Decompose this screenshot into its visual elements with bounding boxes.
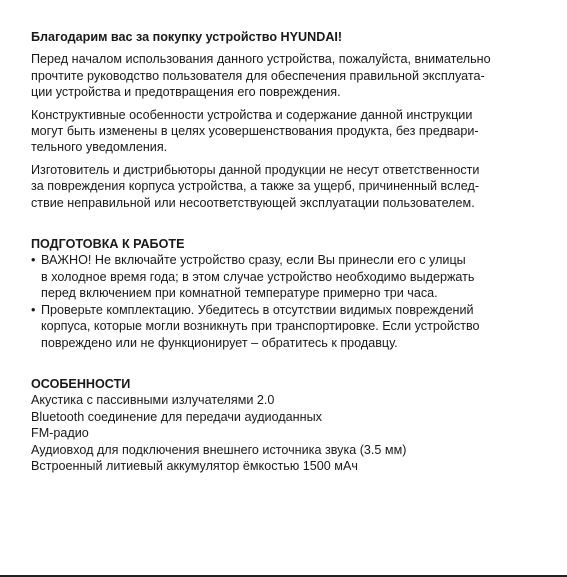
- feature-item: Встроенный литиевый аккумулятор ёмкостью 1500 мАч: [31, 458, 358, 473]
- feature-item: FM-радио: [31, 426, 89, 441]
- paragraph-line: Перед началом использования данного устройства, пожалуйста, внимательно: [31, 52, 491, 67]
- bullet-line: корпуса, которые могли возникнуть при транспортировке. Если устройство: [41, 319, 480, 334]
- paragraph-line: тельного уведомления.: [31, 140, 168, 155]
- preparation-heading: ПОДГОТОВКА К РАБОТЕ: [31, 237, 185, 252]
- paragraph-line: могут быть изменены в целях усовершенствования продукта, без предвари-: [31, 124, 479, 139]
- bullet-dot: •: [31, 302, 36, 317]
- paragraph-line: ции устройства и предотвращения его повреждения.: [31, 85, 341, 100]
- paragraph-line: ствие неправильной или несоответствующей эксплуатации пользователем.: [31, 195, 475, 210]
- features-list: [31, 392, 541, 474]
- paragraph-line: Изготовитель и дистрибьюторы данной продукции не несут ответственности: [31, 162, 480, 177]
- bullet-dot: •: [31, 253, 36, 268]
- paragraph-line: за повреждения корпуса устройства, а также за ущерб, причиненный вслед-: [31, 179, 480, 194]
- features-heading: ОСОБЕННОСТИ: [31, 376, 131, 391]
- preparation-bullet-check: [31, 302, 541, 351]
- bullet-line: Проверьте комплектацию. Убедитесь в отсутствии видимых повреждений: [41, 302, 474, 317]
- intro-paragraph-usage: [31, 51, 541, 100]
- feature-item: Аудиовход для подключения внешнего источника звука (3.5 мм): [31, 442, 407, 457]
- intro-title: Благодарим вас за покупку устройство HYUNDAI!: [31, 30, 343, 44]
- bullet-line: ВАЖНО! Не включайте устройство сразу, если Вы принесли его с улицы: [41, 253, 466, 268]
- feature-item: Акустика с пассивными излучателями 2.0: [31, 393, 275, 408]
- feature-item: Bluetooth соединение для передачи аудиоданных: [31, 409, 322, 424]
- paragraph-line: Конструктивные особенности устройства и содержание данной инструкции: [31, 107, 473, 122]
- bullet-line: в холодное время года; в этом случае устройство необходимо выдержать: [41, 269, 475, 284]
- intro-paragraph-changes: [31, 107, 541, 156]
- paragraph-line: прочтите руководство пользователя для обеспечения правильной эксплуата-: [31, 68, 485, 83]
- intro-paragraph-liability: [31, 162, 541, 211]
- preparation-bullet-important: [31, 252, 541, 301]
- manual-page: [31, 29, 541, 474]
- bullet-line: повреждено или не функционирует – обратитесь к продавцу.: [41, 335, 398, 350]
- bullet-line: перед включением при комнатной температуре примерно три часа.: [41, 286, 438, 301]
